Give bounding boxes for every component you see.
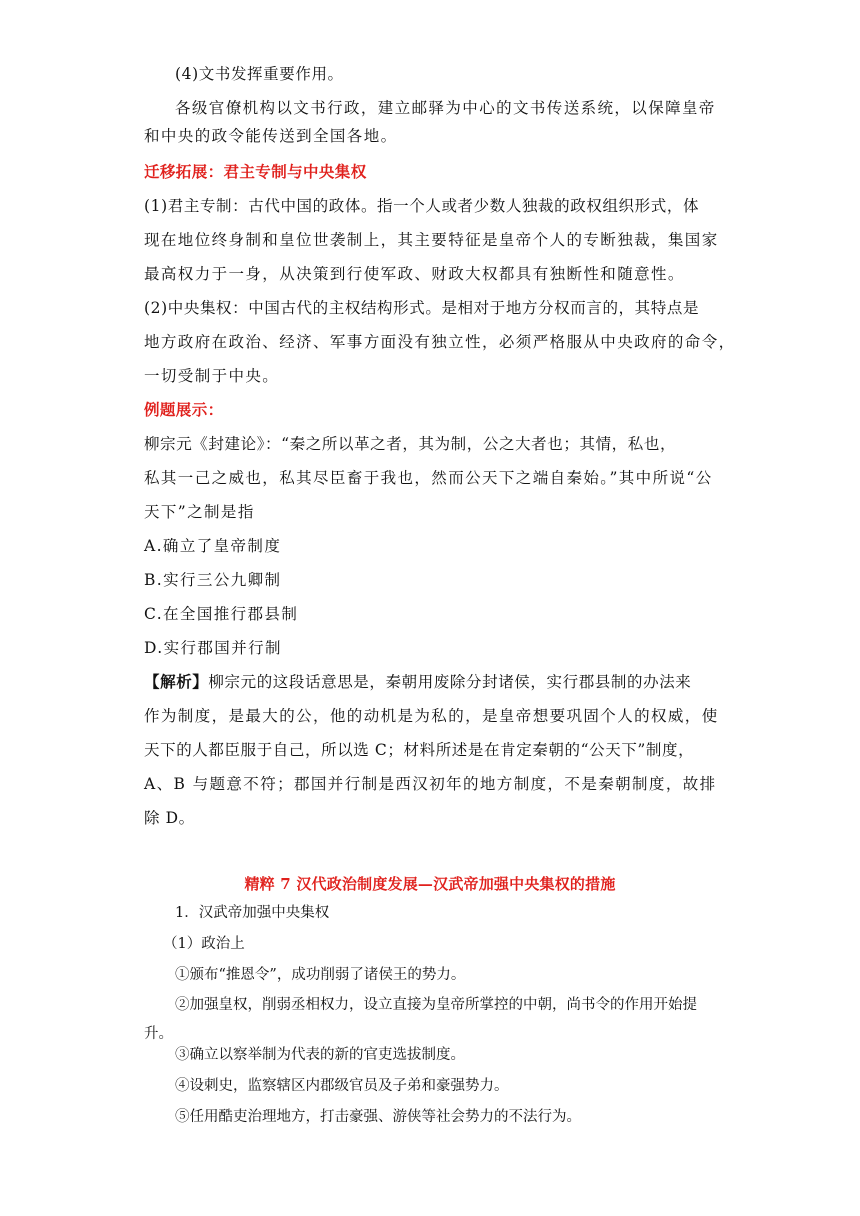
- measure-item: ④设刺史，监察辖区内郡级官员及子弟和豪强势力。: [175, 1078, 509, 1094]
- section-heading: 例题展示：: [144, 400, 224, 419]
- question-line: 私其一己之威也，私其尽臣畜于我也，然而公天下之端自秦始。”其中所说“公: [144, 469, 713, 487]
- section-title: 精粹 7 汉代政治制度发展—汉武帝加强中央集权的措施: [244, 875, 616, 893]
- measure-item: ③确立以察举制为代表的新的官吏选拔制度。: [175, 1047, 465, 1063]
- measure-item-continued: 升。: [144, 1026, 173, 1042]
- paragraph-line: 现在地位终身制和皇位世袭制上，其主要特征是皇帝个人的专断独裁，集国家: [144, 231, 719, 249]
- paragraph-line: 和中央的政令能传送到全国各地。: [144, 127, 398, 145]
- analysis-line: 天下的人都臣服于自己，所以选 C；材料所述是在肯定秦朝的“公天下”制度，: [144, 741, 695, 759]
- paragraph-line: 地方政府在政治、经济、军事方面没有独立性，必须严格服从中央政府的命令，: [144, 333, 736, 351]
- option-b: B.实行三公九卿制: [144, 571, 282, 589]
- measure-item: ②加强皇权，削弱丞相权力，设立直接为皇帝所掌控的中朝，尚书令的作用开始提: [175, 997, 697, 1013]
- question-line: 天下”之制是指: [144, 503, 255, 521]
- sub-heading: （1）政治上: [163, 936, 245, 952]
- paragraph-heading: (4)文书发挥重要作用。: [175, 65, 344, 83]
- paragraph-line: 各级官僚机构以文书行政，建立邮驿为中心的文书传送系统，以保障皇帝: [175, 99, 716, 117]
- measure-item: ①颁布“推恩令”，成功削弱了诸侯王的势力。: [175, 967, 466, 983]
- paragraph-line: 最高权力于一身，从决策到行使军政、财政大权都具有独断性和随意性。: [144, 265, 685, 283]
- analysis-line: 除 D。: [144, 809, 195, 827]
- list-heading: 1．汉武帝加强中央集权: [175, 905, 330, 921]
- question-line: 柳宗元《封建论》：“秦之所以革之者，其为制，公之大者也；其情，私也，: [144, 435, 677, 453]
- analysis-line: 作为制度，是最大的公，他的动机是为私的，是皇帝想要巩固个人的权威，使: [144, 707, 719, 725]
- analysis-text: 柳宗元的这段话意思是，秦朝用废除分封诸侯，实行郡县制的办法来: [208, 673, 692, 691]
- measure-item: ⑤任用酷吏治理地方，打击豪强、游侠等社会势力的不法行为。: [175, 1109, 581, 1125]
- option-c: C.在全国推行郡县制: [144, 605, 299, 623]
- analysis-tag: 【解析】: [144, 672, 209, 691]
- paragraph-line: 一切受制于中央。: [144, 367, 280, 385]
- section-heading: 迁移拓展：君主专制与中央集权: [144, 162, 367, 181]
- paragraph-line: (2)中央集权：中国古代的主权结构形式。是相对于地方分权而言的，其特点是: [144, 299, 700, 317]
- analysis-line: [144, 672, 719, 692]
- option-d: D.实行郡国并行制: [144, 639, 282, 657]
- option-a: A.确立了皇帝制度: [144, 537, 282, 555]
- analysis-line: A、B 与题意不符；郡国并行制是西汉初年的地方制度，不是秦朝制度，故排: [144, 775, 717, 793]
- paragraph-line: (1)君主专制：古代中国的政体。指一个人或者少数人独裁的政权组织形式，体: [144, 197, 700, 215]
